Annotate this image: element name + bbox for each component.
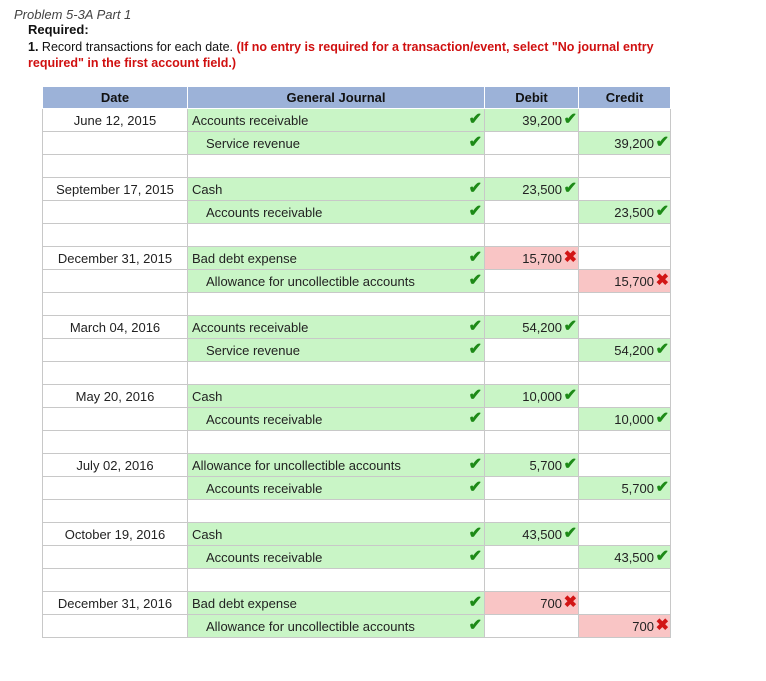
entry-date-field[interactable]: May 20, 2016 — [43, 385, 188, 408]
debit-account-field[interactable] — [188, 247, 485, 270]
debit-amount-value: 23,500 — [522, 181, 562, 197]
journal-entry-row — [43, 132, 671, 155]
debit-amount-field[interactable] — [485, 500, 579, 523]
credit-account-label: Allowance for uncollectible accounts — [206, 618, 415, 634]
journal-body — [43, 109, 671, 638]
check-icon: ✔ — [655, 134, 669, 151]
debit-account-field[interactable] — [188, 109, 485, 132]
credit-amount-field[interactable] — [579, 270, 671, 293]
credit-amount-field[interactable] — [579, 500, 671, 523]
check-icon: ✔ — [655, 341, 669, 358]
debit-amount-field[interactable] — [485, 362, 579, 385]
entry-date-field[interactable]: September 17, 2015 — [43, 178, 188, 201]
check-icon: ✔ — [468, 180, 482, 197]
credit-amount-value: 15,700 — [614, 273, 654, 289]
credit-amount-value: 43,500 — [614, 549, 654, 565]
problem-title: Problem 5-3A Part 1 — [14, 7, 132, 22]
debit-amount-field[interactable] — [485, 385, 579, 408]
debit-account-label: Cash — [192, 388, 223, 404]
entry-date-field[interactable] — [43, 431, 188, 454]
entry-date-field[interactable] — [43, 569, 188, 592]
credit-account-field[interactable] — [188, 477, 485, 500]
blank-entry-row — [43, 362, 671, 385]
journal-entry-row — [43, 385, 671, 408]
credit-amount-field[interactable] — [579, 155, 671, 178]
entry-date-field[interactable] — [43, 224, 188, 247]
credit-column-header: Credit — [579, 87, 671, 109]
check-icon: ✔ — [468, 272, 482, 289]
check-icon: ✔ — [468, 387, 482, 404]
entry-date-field[interactable]: July 02, 2016 — [43, 454, 188, 477]
credit-account-label: Accounts receivable — [206, 204, 323, 220]
debit-amount-field[interactable] — [485, 247, 579, 270]
check-icon: ✔ — [468, 341, 482, 358]
credit-amount-field[interactable] — [579, 431, 671, 454]
x-icon: ✖ — [563, 249, 577, 266]
debit-amount-field[interactable] — [485, 339, 579, 362]
debit-amount-field[interactable] — [485, 615, 579, 638]
debit-account-label: Accounts receivable — [192, 319, 309, 335]
check-icon: ✔ — [655, 410, 669, 427]
journal-entry-row — [43, 247, 671, 270]
debit-account-field[interactable] — [188, 523, 485, 546]
credit-amount-field[interactable] — [579, 615, 671, 638]
debit-amount-field[interactable] — [485, 224, 579, 247]
blank-entry-row — [43, 155, 671, 178]
credit-amount-value: 39,200 — [614, 135, 654, 151]
journal-entry-row — [43, 201, 671, 224]
credit-amount-field[interactable] — [579, 454, 671, 477]
credit-amount-field[interactable] — [579, 109, 671, 132]
debit-amount-value: 700 — [540, 595, 562, 611]
x-icon: ✖ — [655, 272, 669, 289]
check-icon: ✔ — [468, 318, 482, 335]
entry-date-field[interactable] — [43, 615, 188, 638]
entry-date-field[interactable] — [43, 293, 188, 316]
journal-column-header: General Journal — [188, 87, 485, 109]
debit-amount-field[interactable] — [485, 316, 579, 339]
journal-entry-row — [43, 316, 671, 339]
journal-entry-row — [43, 546, 671, 569]
check-icon: ✔ — [563, 318, 577, 335]
x-icon: ✖ — [563, 594, 577, 611]
credit-account-label: Service revenue — [206, 342, 300, 358]
entry-date-field[interactable] — [43, 408, 188, 431]
entry-date-field[interactable] — [43, 155, 188, 178]
account-field[interactable] — [188, 155, 485, 178]
debit-amount-field[interactable] — [485, 454, 579, 477]
credit-account-field[interactable] — [188, 132, 485, 155]
check-icon: ✔ — [468, 594, 482, 611]
check-icon: ✔ — [468, 249, 482, 266]
credit-amount-field[interactable] — [579, 592, 671, 615]
entry-date-field[interactable] — [43, 362, 188, 385]
check-icon: ✔ — [468, 456, 482, 473]
credit-amount-field[interactable] — [579, 132, 671, 155]
credit-account-label: Service revenue — [206, 135, 300, 151]
credit-amount-value: 10,000 — [614, 411, 654, 427]
debit-account-field[interactable] — [188, 454, 485, 477]
journal-entry-row — [43, 615, 671, 638]
debit-amount-value: 5,700 — [529, 457, 562, 473]
journal-entry-row — [43, 408, 671, 431]
credit-amount-field[interactable] — [579, 408, 671, 431]
credit-amount-field[interactable] — [579, 546, 671, 569]
blank-entry-row — [43, 500, 671, 523]
journal-entry-row — [43, 339, 671, 362]
entry-date-field[interactable] — [43, 201, 188, 224]
check-icon: ✔ — [468, 479, 482, 496]
credit-account-field[interactable] — [188, 615, 485, 638]
credit-amount-field[interactable] — [579, 569, 671, 592]
debit-amount-field[interactable] — [485, 155, 579, 178]
debit-amount-field[interactable] — [485, 132, 579, 155]
debit-amount-field[interactable] — [485, 178, 579, 201]
debit-account-field[interactable] — [188, 592, 485, 615]
check-icon: ✔ — [468, 548, 482, 565]
credit-account-label: Accounts receivable — [206, 549, 323, 565]
debit-amount-value: 15,700 — [522, 250, 562, 266]
debit-account-label: Bad debt expense — [192, 595, 297, 611]
credit-account-label: Accounts receivable — [206, 411, 323, 427]
debit-amount-field[interactable] — [485, 569, 579, 592]
account-field[interactable] — [188, 431, 485, 454]
debit-account-field[interactable] — [188, 316, 485, 339]
credit-amount-field[interactable] — [579, 178, 671, 201]
entry-date-field[interactable]: June 12, 2015 — [43, 109, 188, 132]
credit-amount-value: 700 — [632, 618, 654, 634]
debit-account-field[interactable] — [188, 385, 485, 408]
entry-date-field[interactable] — [43, 339, 188, 362]
journal-entry-row — [43, 109, 671, 132]
credit-account-field[interactable] — [188, 339, 485, 362]
entry-date-field[interactable] — [43, 477, 188, 500]
credit-amount-field[interactable] — [579, 385, 671, 408]
check-icon: ✔ — [563, 525, 577, 542]
debit-account-label: Accounts receivable — [192, 112, 309, 128]
debit-column-header: Debit — [485, 87, 579, 109]
credit-amount-value: 5,700 — [621, 480, 654, 496]
check-icon: ✔ — [655, 548, 669, 565]
entry-date-field[interactable]: December 31, 2015 — [43, 247, 188, 270]
check-icon: ✔ — [468, 134, 482, 151]
credit-amount-value: 23,500 — [614, 204, 654, 220]
debit-amount-field[interactable] — [485, 523, 579, 546]
blank-entry-row — [43, 293, 671, 316]
credit-amount-field[interactable] — [579, 523, 671, 546]
required-label: Required: — [28, 22, 89, 37]
credit-amount-field[interactable] — [579, 362, 671, 385]
debit-account-label: Bad debt expense — [192, 250, 297, 266]
account-field[interactable] — [188, 569, 485, 592]
debit-amount-field[interactable] — [485, 201, 579, 224]
entry-date-field[interactable] — [43, 270, 188, 293]
credit-account-field[interactable] — [188, 546, 485, 569]
debit-amount-value: 43,500 — [522, 526, 562, 542]
debit-amount-field[interactable] — [485, 408, 579, 431]
account-field[interactable] — [188, 500, 485, 523]
blank-entry-row — [43, 431, 671, 454]
account-field[interactable] — [188, 224, 485, 247]
check-icon: ✔ — [468, 203, 482, 220]
check-icon: ✔ — [468, 410, 482, 427]
instruction-note: (If no entry is required for a transaction/event, select "No journal entry required" in the first account field.) — [28, 40, 654, 70]
debit-amount-field[interactable] — [485, 546, 579, 569]
entry-date-field[interactable] — [43, 546, 188, 569]
blank-entry-row — [43, 224, 671, 247]
journal-entry-row — [43, 178, 671, 201]
credit-amount-value: 54,200 — [614, 342, 654, 358]
check-icon: ✔ — [563, 180, 577, 197]
account-field[interactable] — [188, 293, 485, 316]
credit-amount-field[interactable] — [579, 247, 671, 270]
credit-amount-field[interactable] — [579, 224, 671, 247]
debit-amount-field[interactable] — [485, 477, 579, 500]
debit-amount-field[interactable] — [485, 270, 579, 293]
credit-account-field[interactable] — [188, 270, 485, 293]
check-icon: ✔ — [563, 387, 577, 404]
check-icon: ✔ — [563, 456, 577, 473]
debit-amount-field[interactable] — [485, 431, 579, 454]
check-icon: ✔ — [655, 479, 669, 496]
check-icon: ✔ — [468, 525, 482, 542]
journal-entry-row — [43, 592, 671, 615]
credit-account-label: Accounts receivable — [206, 480, 323, 496]
journal-entry-row — [43, 477, 671, 500]
account-field[interactable] — [188, 362, 485, 385]
check-icon: ✔ — [563, 111, 577, 128]
credit-amount-field[interactable] — [579, 201, 671, 224]
debit-account-label: Cash — [192, 181, 223, 197]
general-journal-table — [42, 86, 671, 638]
credit-account-field[interactable] — [188, 408, 485, 431]
debit-amount-value: 39,200 — [522, 112, 562, 128]
debit-amount-field[interactable] — [485, 109, 579, 132]
credit-account-field[interactable] — [188, 201, 485, 224]
instruction-text — [28, 39, 654, 71]
debit-account-label: Cash — [192, 526, 223, 542]
date-column-header: Date — [43, 87, 188, 109]
credit-amount-field[interactable] — [579, 293, 671, 316]
check-icon: ✔ — [468, 617, 482, 634]
entry-date-field[interactable] — [43, 500, 188, 523]
journal-entry-row — [43, 270, 671, 293]
entry-date-field[interactable]: December 31, 2016 — [43, 592, 188, 615]
x-icon: ✖ — [655, 617, 669, 634]
credit-amount-field[interactable] — [579, 316, 671, 339]
debit-account-label: Allowance for uncollectible accounts — [192, 457, 401, 473]
entry-date-field[interactable]: March 04, 2016 — [43, 316, 188, 339]
check-icon: ✔ — [468, 111, 482, 128]
debit-amount-value: 10,000 — [522, 388, 562, 404]
debit-account-field[interactable] — [188, 178, 485, 201]
instruction-main: Record transactions for each date. — [41, 40, 233, 54]
instruction-number: 1. — [28, 40, 39, 54]
credit-amount-field[interactable] — [579, 477, 671, 500]
journal-entry-row — [43, 454, 671, 477]
debit-amount-field[interactable] — [485, 293, 579, 316]
header-row — [43, 87, 671, 109]
blank-entry-row — [43, 569, 671, 592]
credit-amount-field[interactable] — [579, 339, 671, 362]
entry-date-field[interactable] — [43, 132, 188, 155]
check-icon: ✔ — [655, 203, 669, 220]
credit-account-label: Allowance for uncollectible accounts — [206, 273, 415, 289]
journal-entry-row — [43, 523, 671, 546]
debit-amount-field[interactable] — [485, 592, 579, 615]
entry-date-field[interactable]: October 19, 2016 — [43, 523, 188, 546]
debit-amount-value: 54,200 — [522, 319, 562, 335]
